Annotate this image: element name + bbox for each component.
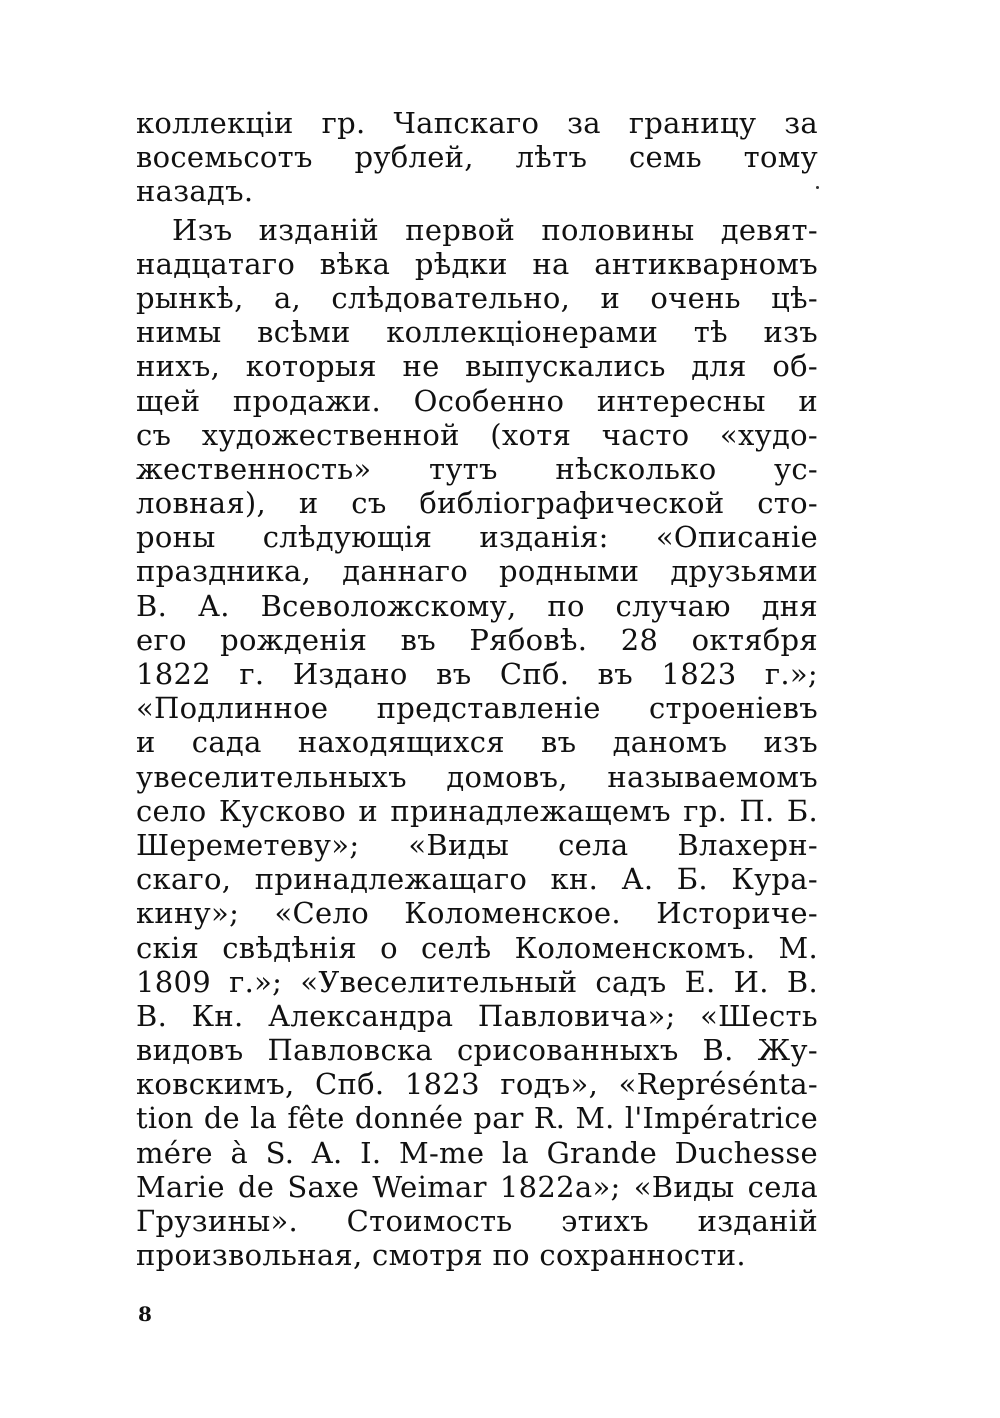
text-line: нихъ, которыя не выпускались для об-	[136, 349, 818, 384]
text-line: скія свѣдѣнія о селѣ Коломенскомъ. М.	[136, 930, 818, 965]
text-line: его рожденія въ Рябовѣ. 28 октября	[136, 622, 818, 657]
text-line: «Подлинное представленіе строеніевъ	[136, 691, 818, 726]
text-line: надцатаго вѣка рѣдки на антикварномъ	[136, 246, 818, 281]
text-line: кину»; «Село Коломенское. Историче-	[136, 896, 818, 931]
text-line: В. Кн. Александра Павловича»; «Шесть	[136, 998, 818, 1033]
page-number: 8	[138, 1302, 152, 1326]
text-line: 1809 г.»; «Увеселительный садъ Е. И. В.	[136, 964, 818, 999]
text-line: назадъ.	[136, 174, 254, 209]
text-line: 1822 г. Издано въ Спб. въ 1823 г.»;	[136, 657, 818, 691]
text-line: ковскимъ, Спб. 1823 годъ», «Représénta-	[136, 1067, 818, 1102]
text-line: mére à S. A. I. M-me la Grande Duchesse	[136, 1135, 818, 1170]
print-speck	[816, 186, 819, 189]
text-line: увеселительныхъ домовъ, называемомъ	[136, 759, 818, 794]
text-line: Грузины». Стоимость этихъ изданій	[136, 1204, 818, 1238]
text-line: произвольная, смотря по сохранности.	[136, 1238, 746, 1273]
body-text	[136, 106, 818, 1272]
text-line: и сада находящихся въ даномъ изъ	[136, 725, 818, 760]
text-line: съ художественной (хотя часто «худо-	[136, 417, 818, 452]
text-line: видовъ Павловска срисованныхъ В. Жу-	[136, 1033, 818, 1068]
text-line: Шереметеву»; «Виды села Влахерн-	[136, 827, 818, 862]
text-line: коллекціи гр. Чапскаго за границу за	[136, 106, 818, 140]
text-line: ловная), и съ библіографической сто-	[136, 486, 818, 521]
text-line: Marie de Saxe Weimar 1822a»; «Виды села	[136, 1169, 818, 1204]
text-line: жественность» тутъ нѣсколько ус-	[136, 451, 818, 486]
text-line: восемьсотъ рублей, лѣтъ семь тому	[136, 140, 818, 175]
text-line: рынкѣ, а, слѣдовательно, и очень цѣ-	[136, 280, 818, 315]
text-line: В. А. Всеволожскому, по случаю дня	[136, 588, 818, 623]
text-line: щей продажи. Особенно интересны и	[136, 383, 818, 418]
text-line: скаго, принадлежащаго кн. А. Б. Кура-	[136, 862, 818, 897]
text-line: село Кусково и принадлежащемъ гр. П. Б.	[136, 793, 818, 828]
text-line: роны слѣдующія изданія: «Описаніе	[136, 520, 818, 555]
text-line: tion de la fête donnée par R. M. l'Impératrice	[136, 1101, 818, 1136]
paragraph-first-line: Изъ изданій первой половины девят-	[172, 212, 818, 247]
text-line: праздника, даннаго родными друзьями	[136, 554, 818, 589]
text-line: нимы всѣми коллекціонерами тѣ изъ	[136, 315, 818, 350]
